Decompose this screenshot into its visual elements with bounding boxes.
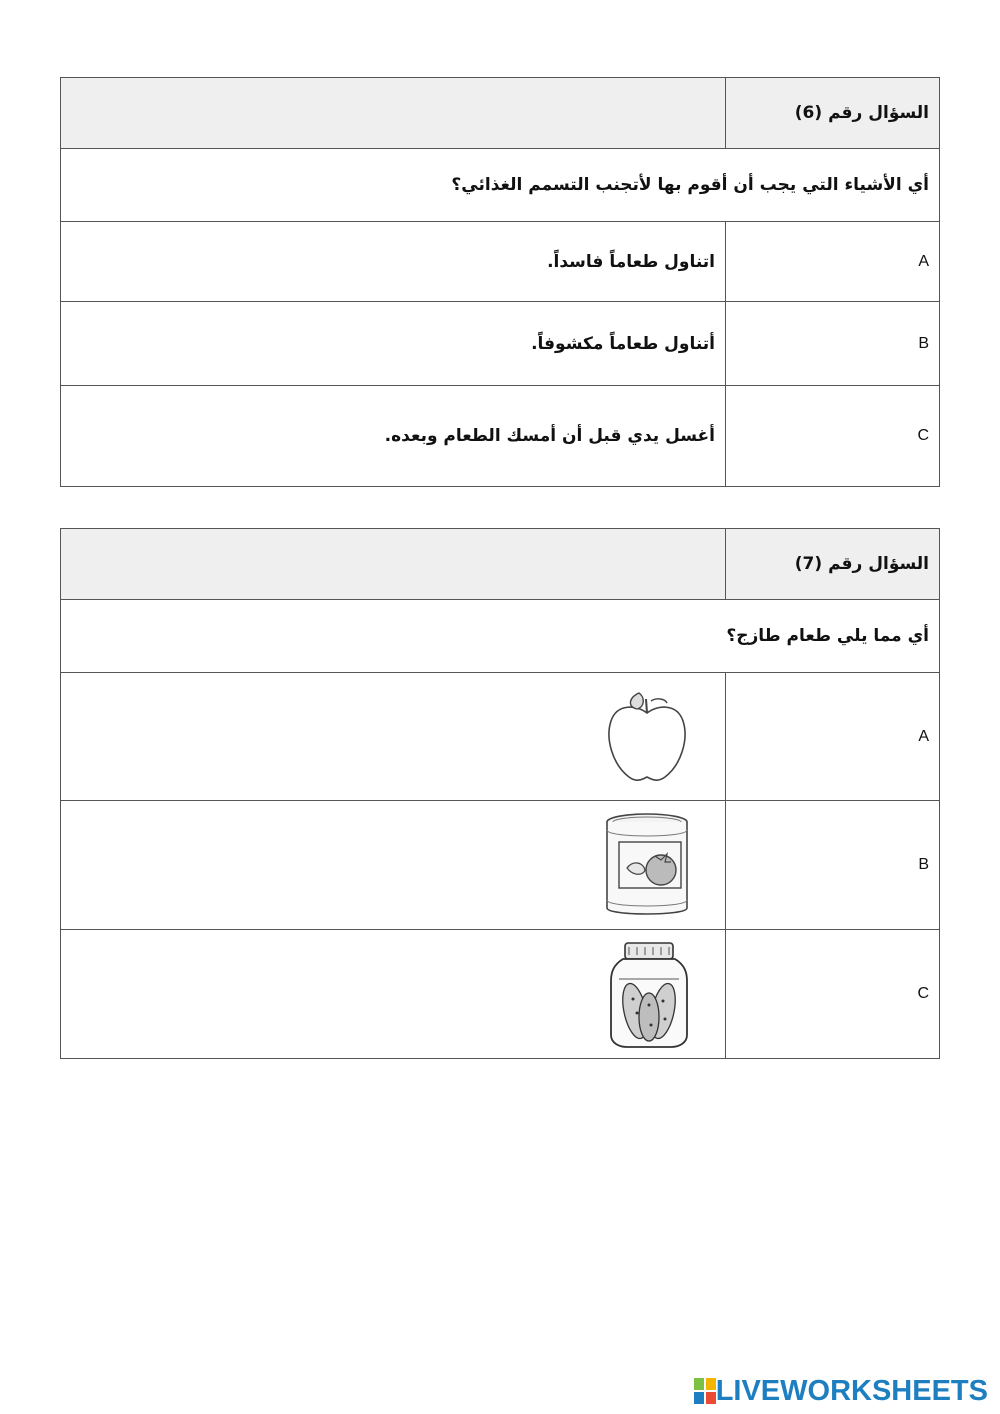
- question-7-option-b[interactable]: [61, 801, 726, 930]
- question-6-option-b[interactable]: أتناول طعاماً مكشوفاً.: [61, 302, 726, 386]
- option-letter: C: [726, 386, 940, 487]
- question-7-option-c[interactable]: [61, 930, 726, 1059]
- question-6-text: أي الأشياء التي يجب أن أقوم بها لأتجنب التسمم الغذائي؟: [61, 149, 940, 222]
- question-7-text: أي مما يلي طعام طازج؟: [61, 600, 940, 673]
- question-6-option-c[interactable]: أغسل يدي قبل أن أمسك الطعام وبعده.: [61, 386, 726, 487]
- question-7-header-blank: [61, 529, 726, 600]
- question-7-table: [60, 528, 940, 1059]
- option-letter: A: [726, 222, 940, 302]
- liveworksheets-logo-icon: [694, 1378, 716, 1404]
- option-letter: B: [726, 302, 940, 386]
- liveworksheets-logo: [694, 1376, 988, 1406]
- option-letter: C: [726, 930, 940, 1059]
- liveworksheets-logo-text: LIVEWORKSHEETS: [715, 1374, 988, 1407]
- option-letter: B: [726, 801, 940, 930]
- question-7-title: السؤال رقم (7): [726, 529, 940, 600]
- pickle-jar-icon: [599, 939, 695, 1049]
- apple-icon: [599, 687, 695, 787]
- question-6-table: [60, 77, 940, 487]
- question-7-option-a[interactable]: [61, 673, 726, 801]
- tomato-can-icon: [599, 810, 695, 920]
- question-6-option-a[interactable]: اتناول طعاماً فاسداً.: [61, 222, 726, 302]
- option-letter: A: [726, 673, 940, 801]
- question-6-header-blank: [61, 78, 726, 149]
- question-6-title: السؤال رقم (6): [726, 78, 940, 149]
